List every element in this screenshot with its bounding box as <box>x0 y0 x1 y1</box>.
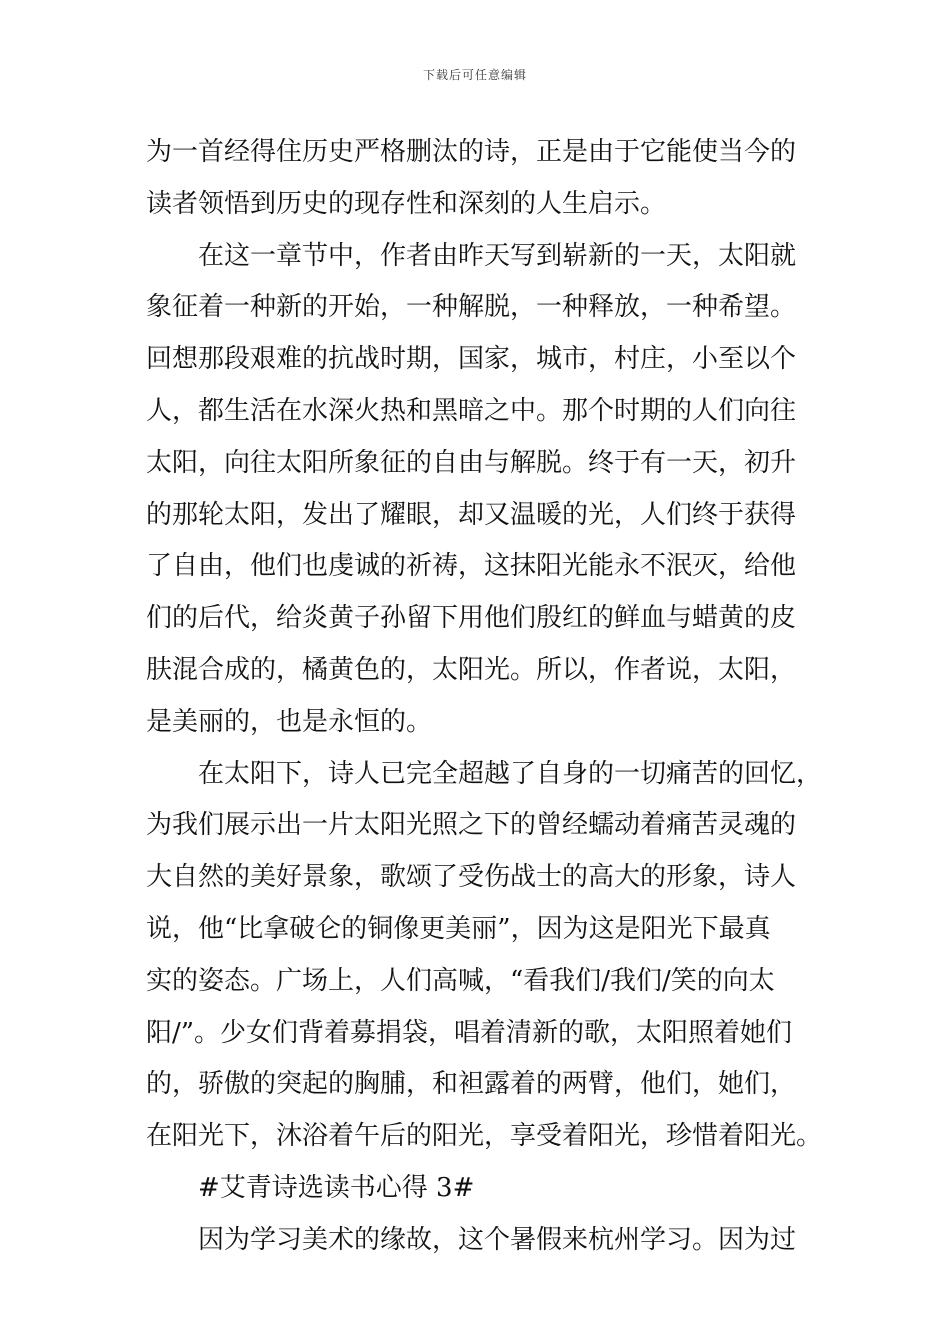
text-line: 为一首经得住历史严格删汰的诗，正是由于它能使当今的 <box>146 137 797 167</box>
text-line: 了自由，他们也虔诚的祈祷，这抹阳光能永不泯灭，给他 <box>146 551 797 582</box>
page-header: 下载后可任意编辑 <box>422 68 527 82</box>
text-line: 读者领悟到历史的现存性和深刻的人生启示。 <box>146 188 667 219</box>
text-line: 人，都生活在水深火热和黑暗之中。那个时期的人们向往 <box>146 395 797 426</box>
text-line: 说，他“比拿破仑的铜像更美丽”，因为这是阳光下最真 <box>146 913 771 944</box>
text-line: 回想那段艰难的抗战时期，国家，城市，村庄，小至以个 <box>146 344 797 375</box>
text-line: 因为学习美术的缘故，这个暑假来杭州学习。因为过 <box>198 1224 797 1255</box>
text-line: 象征着一种新的开始，一种解脱，一种释放，一种希望。 <box>146 292 797 323</box>
text-line: 在这一章节中，作者由昨天写到崭新的一天，太阳就 <box>198 240 797 271</box>
text-line: 实的姿态。广场上，人们高喊，“看我们/我们/笑的向太 <box>146 965 775 996</box>
body-text <box>146 127 823 1267</box>
text-line: 大自然的美好景象，歌颂了受伤战士的高大的形象，诗人 <box>146 862 797 893</box>
text-line: 的，骄傲的突起的胸脯，和袒露着的两臂，他们，她们， <box>146 1069 797 1100</box>
text-line: 太阳，向往太阳所象征的自由与解脱。终于有一天，初升 <box>146 447 797 478</box>
text-line: 们的后代，给炎黄子孙留下用他们殷红的鲜血与蜡黄的皮 <box>146 603 797 634</box>
text-line: 为我们展示出一片太阳光照之下的曾经蠕动着痛苦灵魂的 <box>146 810 797 841</box>
text-line: 阳/”。少女们背着募捐袋，唱着清新的歌，太阳照着她们 <box>146 1017 793 1048</box>
text-line: 的那轮太阳，发出了耀眼，却又温暖的光，人们终于获得 <box>146 499 797 530</box>
text-line: 肤混合成的，橘黄色的，太阳光。所以，作者说，太阳， <box>146 654 797 685</box>
section-heading: #艾青诗选读书心得 3# <box>198 1172 475 1203</box>
text-line: 在太阳下，诗人已完全超越了自身的一切痛苦的回忆， <box>198 758 823 789</box>
text-line: 在阳光下，沐浴着午后的阳光，享受着阳光，珍惜着阳光。 <box>146 1121 823 1152</box>
text-line: 是美丽的，也是永恒的。 <box>146 706 433 737</box>
